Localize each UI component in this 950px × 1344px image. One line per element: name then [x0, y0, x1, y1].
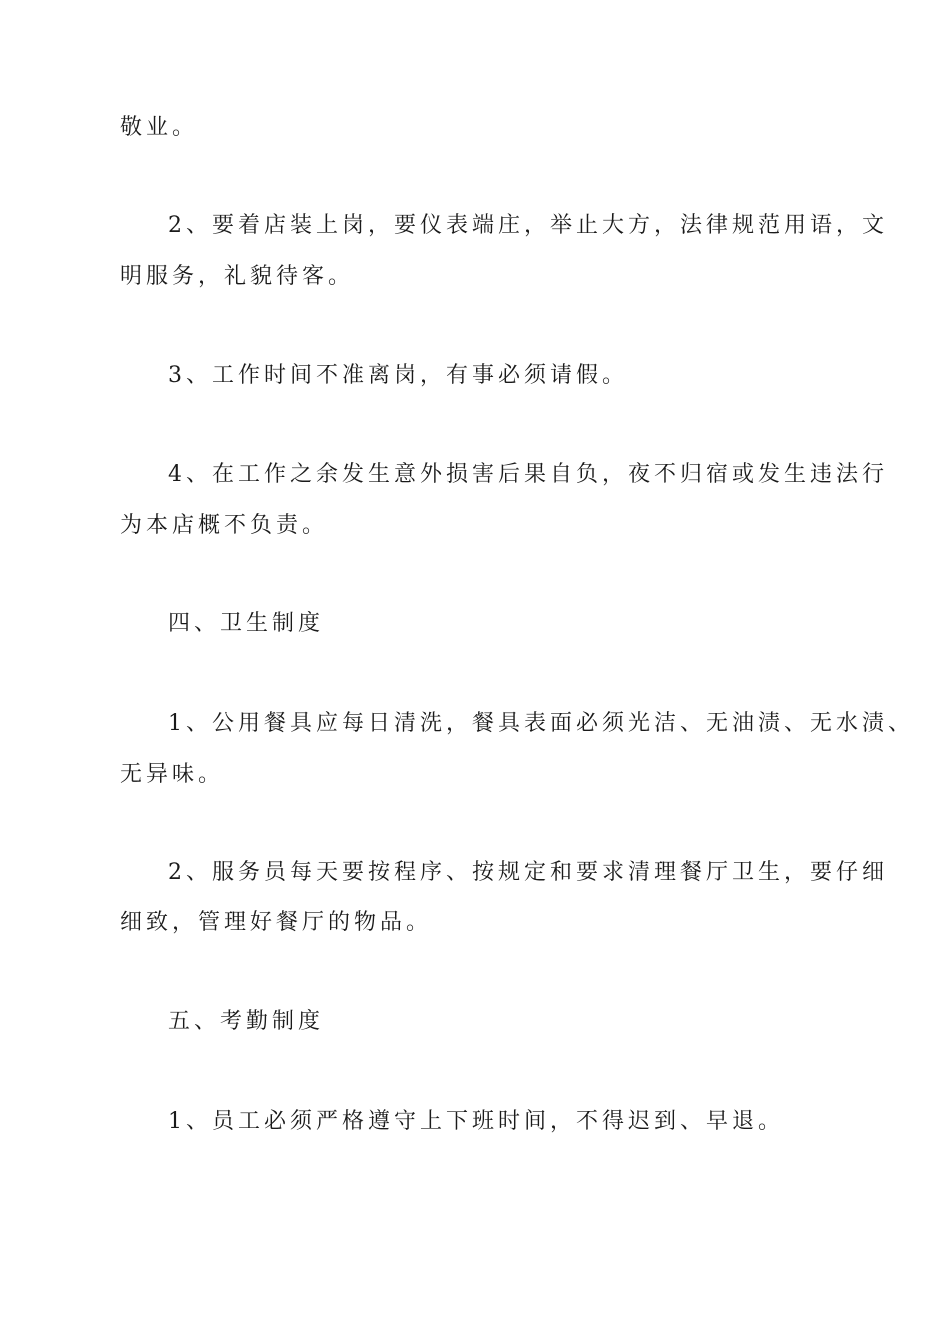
- rule-item-4-line-1: 4、在工作之余发生意外损害后果自负，夜不归宿或发生违法行: [168, 462, 888, 487]
- hygiene-item-1-line-2: 无异味。: [120, 762, 225, 787]
- rule-item-3: 3、工作时间不准离岗，有事必须请假。: [168, 363, 628, 388]
- attendance-item-1: 1、员工必须严格遵守上下班时间，不得迟到、早退。: [168, 1109, 784, 1134]
- section-heading-hygiene: 四、卫生制度: [168, 611, 325, 636]
- hygiene-item-2-line-2: 细致，管理好餐厅的物品。: [120, 910, 433, 935]
- section-heading-attendance: 五、考勤制度: [168, 1009, 325, 1034]
- hygiene-item-2-line-1: 2、服务员每天要按程序、按规定和要求清理餐厅卫生，要仔细: [168, 860, 888, 885]
- rule-item-4-line-2: 为本店概不负责。: [120, 513, 329, 538]
- rule-item-2-line-1: 2、要着店装上岗，要仪表端庄，举止大方，法律规范用语，文: [168, 213, 888, 238]
- hygiene-item-1-line-1: 1、公用餐具应每日清洗，餐具表面必须光洁、无油渍、无水渍、: [168, 711, 914, 736]
- paragraph-continuation-line: 敬业。: [120, 115, 199, 140]
- rule-item-2-line-2: 明服务，礼貌待客。: [120, 264, 355, 289]
